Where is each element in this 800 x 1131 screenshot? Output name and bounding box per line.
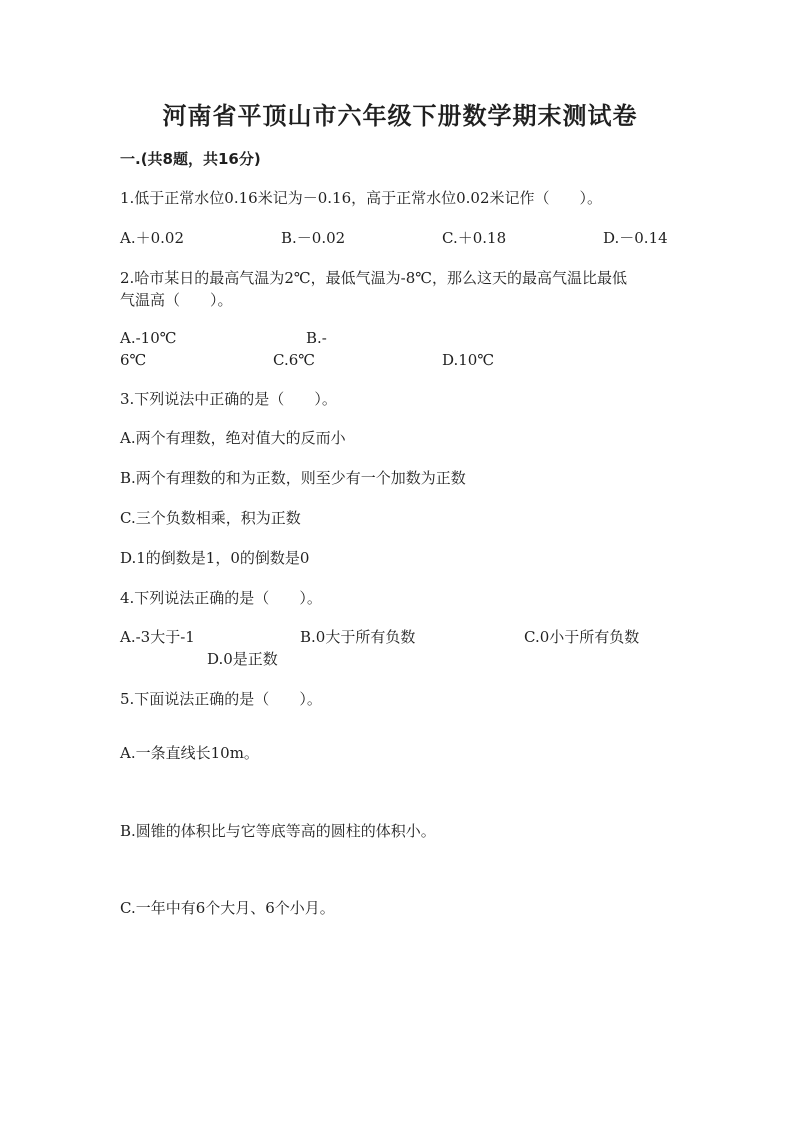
question-5-stem: 5.下面说法正确的是（ ）。: [120, 690, 322, 708]
question-3-option-c: C.三个负数相乘，积为正数: [120, 509, 301, 527]
question-2-stem-line-2: 气温高（ ）。: [120, 291, 233, 309]
page-title: 河南省平顶山市六年级下册数学期末测试卷: [162, 102, 638, 130]
question-4-stem: 4.下列说法正确的是（ ）。: [120, 589, 322, 607]
question-2-option-b: B.-: [306, 329, 327, 347]
question-4-option-b: B.0大于所有负数: [300, 628, 416, 646]
question-2-option-a: A.-10℃: [120, 329, 177, 347]
section-heading: 一.(共8题，共16分): [120, 150, 261, 168]
question-1-option-c: C.＋0.18: [442, 229, 507, 247]
question-3-stem: 3.下列说法中正确的是（ ）。: [120, 390, 337, 408]
question-3-option-b: B.两个有理数的和为正数，则至少有一个加数为正数: [120, 469, 466, 487]
question-5-option-b: B.圆锥的体积比与它等底等高的圆柱的体积小。: [120, 822, 436, 840]
question-1-option-a: A.＋0.02: [120, 229, 184, 247]
question-4-option-a: A.-3大于-1: [120, 628, 195, 646]
question-2-option-d: D.10℃: [442, 351, 495, 369]
question-3-option-d: D.1的倒数是1，0的倒数是0: [120, 549, 310, 567]
question-4-option-c: C.0小于所有负数: [524, 628, 640, 646]
question-3-option-a: A.两个有理数，绝对值大的反而小: [120, 429, 346, 447]
question-1-option-d: D.－0.14: [603, 229, 668, 247]
question-2-option-b-continued: 6℃: [120, 351, 147, 369]
question-2-option-c: C.6℃: [273, 351, 316, 369]
question-5-option-a: A.一条直线长10m。: [120, 744, 259, 762]
question-4-option-d: D.0是正数: [207, 650, 278, 668]
question-1-option-b: B.－0.02: [281, 229, 346, 247]
question-1-stem: 1.低于正常水位0.16米记为－0.16，高于正常水位0.02米记作（ ）。: [120, 189, 603, 207]
question-5-option-c: C.一年中有6个大月、6个小月。: [120, 899, 335, 917]
question-2-stem-line-1: 2.哈市某日的最高气温为2℃，最低气温为-8℃，那么这天的最高气温比最低: [120, 269, 628, 287]
